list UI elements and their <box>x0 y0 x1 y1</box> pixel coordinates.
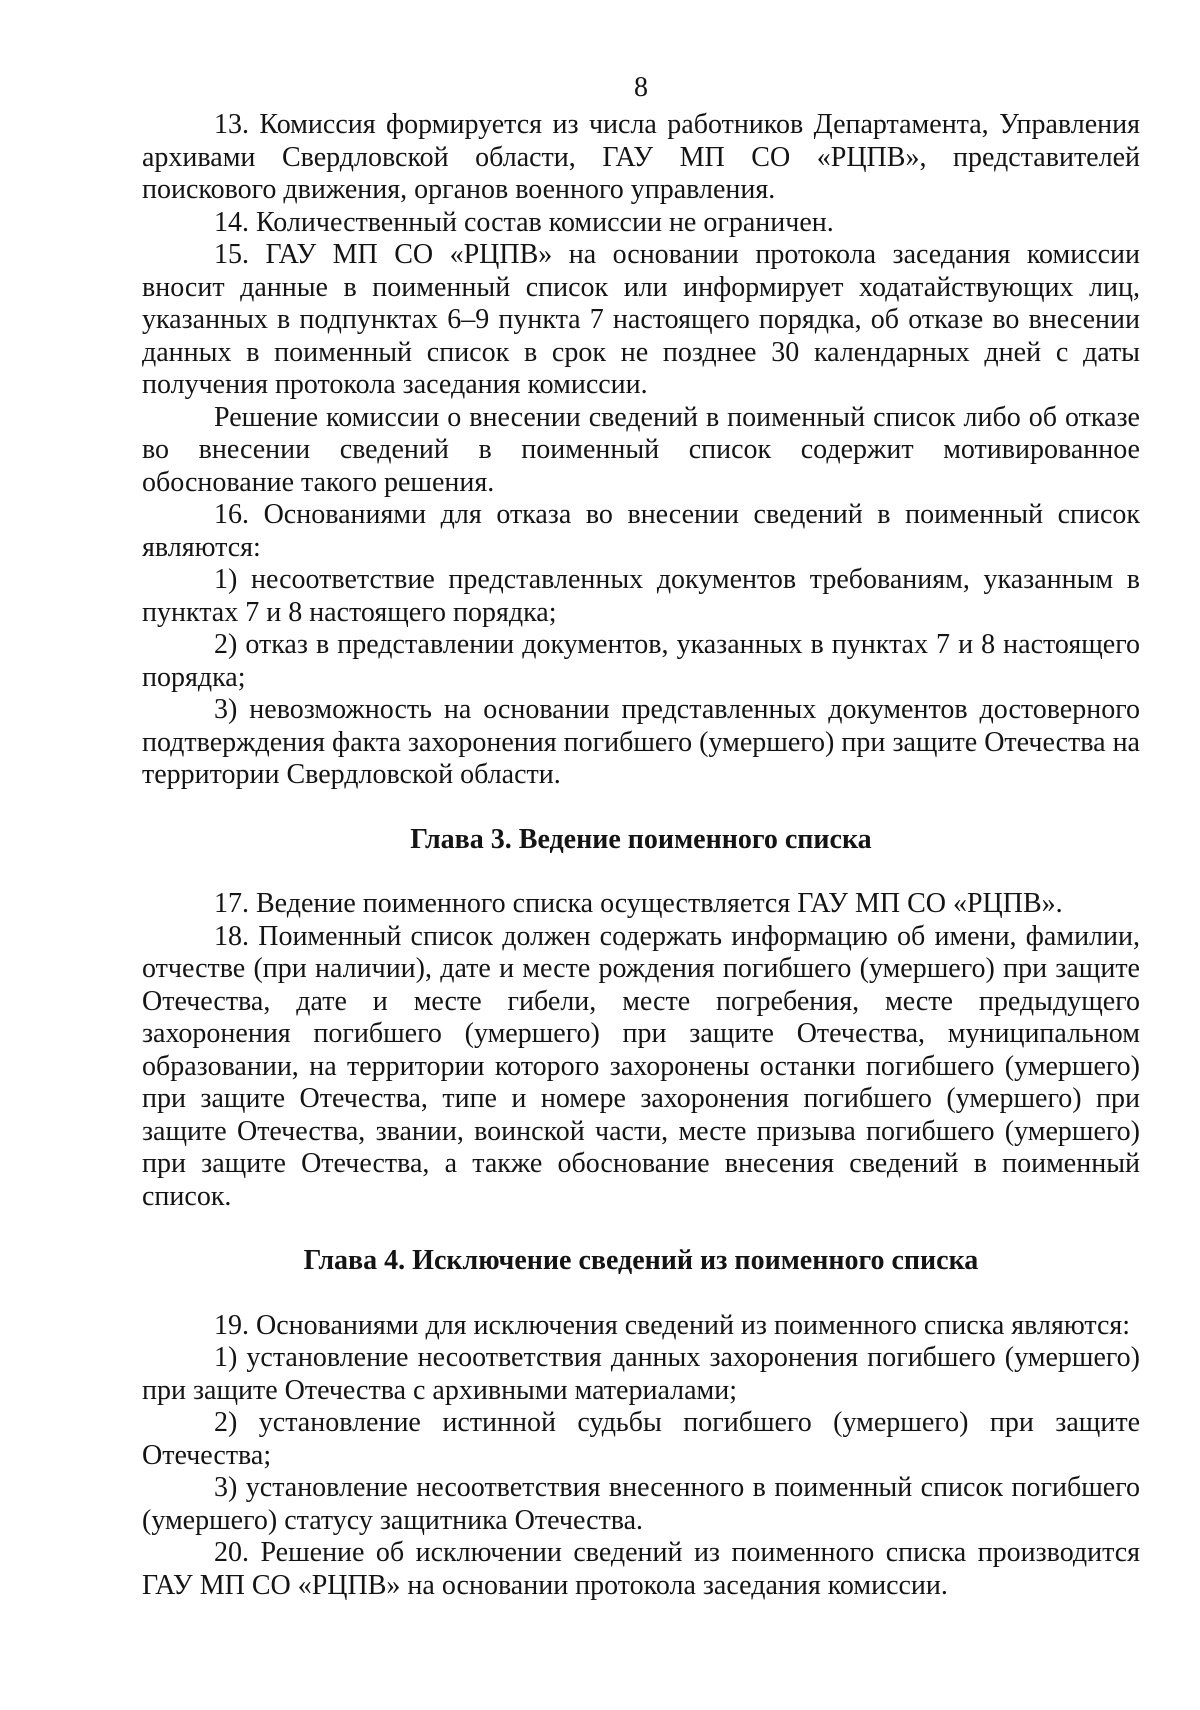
paragraph-16-item-2: 2) отказ в представлении документов, указанных в пунктах 7 и 8 настоящего порядка; <box>142 629 1140 693</box>
paragraph-20: 20. Решение об исключении сведений из поименного списка производится ГАУ МП СО «РЦПВ» на основании протокола заседания комиссии. <box>142 1537 1140 1601</box>
paragraph-19-item-2: 2) установление истинной судьбы погибшего (умершего) при защите Отечества; <box>142 1407 1140 1471</box>
paragraph-18: 18. Поименный список должен содержать информацию об имени, фамилии, отчестве (при наличии), дате и месте рождения погибшего (умершего) при защите Отечества, дате и месте гибели, месте погребения, месте предыдущего захоронения погибшего (умершего) при защите Отечества, муниципальном образовании, на территории которого захоронены останки погибшего (умершего) при защите Отечества, типе и номере захоронения погибшего (умершего) при защите Отечества, звании, воинской части, месте призыва погибшего (умершего) при защите Отечества, а также обоснование внесения сведений в поименный список. <box>142 920 1140 1212</box>
paragraph-13: 13. Комиссия формируется из числа работников Департамента, Управления архивами Свердловской области, ГАУ МП СО «РЦПВ», представителей поискового движения, органов военного управления. <box>142 109 1140 205</box>
paragraph-decision: Решение комиссии о внесении сведений в поименный список либо об отказе во внесении сведений в поименный список содержит мотивированное обоснование такого решения. <box>142 401 1140 498</box>
paragraph-19: 19. Основаниями для исключения сведений из поименного списка являются: <box>214 1309 1131 1341</box>
chapter-4-heading: Глава 4. Исключение сведений из поименного списка <box>303 1245 979 1276</box>
paragraph-19-item-1: 1) установление несоответствия данных захоронения погибшего (умершего) при защите Отечества с архивными материалами; <box>142 1342 1140 1406</box>
paragraph-17: 17. Ведение поименного списка осуществляется ГАУ МП СО «РЦПВ». <box>214 888 1063 919</box>
paragraph-15: 15. ГАУ МП СО «РЦПВ» на основании протокола заседания комиссии вносит данные в поименный список или информирует ходатайствующих лиц, указанных в подпунктах 6–9 пункта 7 настоящего порядка, об отказе во внесении данных в поименный список в срок не позднее 30 календарных дней с даты получения протокола заседания комиссии. <box>142 239 1140 400</box>
page-number: 8 <box>634 72 648 103</box>
paragraph-16-item-1: 1) несоответствие представленных документов требованиям, указанным в пунктах 7 и 8 настоящего порядка; <box>142 564 1140 628</box>
paragraph-16: 16. Основаниями для отказа во внесении сведений в поименный список являются: <box>142 499 1140 563</box>
document-body <box>142 109 1140 1602</box>
paragraph-14: 14. Количественный состав комиссии не ограничен. <box>214 206 834 238</box>
paragraph-16-item-3: 3) невозможность на основании представленных документов достоверного подтверждения факта захоронения погибшего (умершего) при защите Отечества на территории Свердловской области. <box>142 694 1140 790</box>
paragraph-19-item-3: 3) установление несоответствия внесенного в поименный список погибшего (умершего) статусу защитника Отечества. <box>142 1472 1140 1536</box>
chapter-3-heading: Глава 3. Ведение поименного списка <box>410 823 872 855</box>
